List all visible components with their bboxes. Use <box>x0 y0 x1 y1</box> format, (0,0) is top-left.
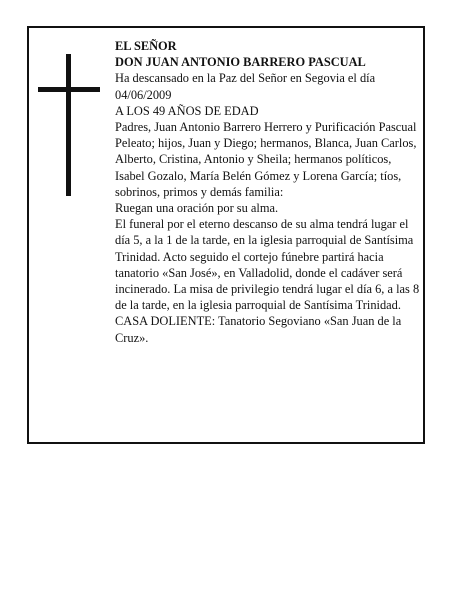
cross-horizontal-bar <box>38 87 100 92</box>
funeral-details: El funeral por el eterno descanso de su alma tendrá lugar el día 5, a la 1 de la tarde, en la iglesia parroquial de Santísima Trinidad. Acto seguido el cortejo fúnebre partirá hacia tanatorio «San José», en Valladolid, donde el cadáver será incinerado. La misa de privilegio tendrá lugar el día 6, a las 8 de la tarde, en la iglesia parroquial de Santísima Trinidad. <box>115 217 420 313</box>
prayer-request: Ruegan una oración por su alma. <box>115 201 279 216</box>
obituary-text <box>115 38 421 346</box>
cross-vertical-bar <box>66 54 71 196</box>
deceased-name: DON JUAN ANTONIO BARRERO PASCUAL <box>115 55 366 70</box>
cross-icon <box>38 54 100 196</box>
mourning-house: CASA DOLIENTE: Tanatorio Segoviano «San Juan de la Cruz». <box>115 314 402 345</box>
title-line-1: EL SEÑOR <box>115 39 177 53</box>
family-list: Padres, Juan Antonio Barrero Herrero y Purificación Pascual Peleato; hijos, Juan y Diego; hermanos, Blanca, Juan Carlos, Alberto, Cristina, Antonio y Sheila; hermanos políticos, Isabel Gozalo, María Belén Gómez y Lorena García; tíos, sobrinos, primos y demás familia: <box>115 120 417 199</box>
rest-announcement: Ha descansado en la Paz del Señor en Segovia el día 04/06/2009 <box>115 71 376 102</box>
age-line: A LOS 49 AÑOS DE EDAD <box>115 103 259 118</box>
